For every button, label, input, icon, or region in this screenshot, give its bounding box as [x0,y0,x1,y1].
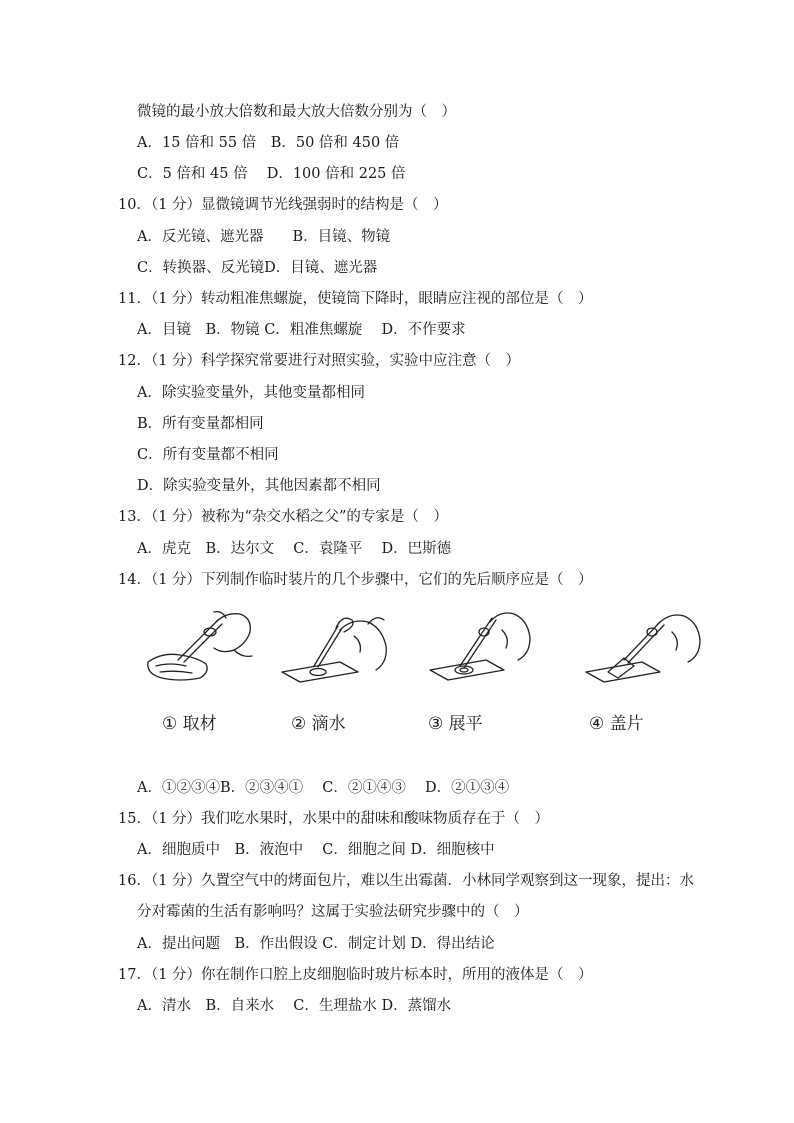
step1-caption: ① 取材 [162,714,217,734]
slide-preparation-figure [130,600,720,760]
q16-stem: 16．（1 分）久置空气中的烤面包片，难以生出霉菌．小林同学观察到这一现象，提出：水 [118,873,695,889]
q9-options-cd: C．5 倍和 45 倍 D．100 倍和 225 倍 [137,166,406,182]
q12-option-c: C．所有变量都不相同 [137,447,279,463]
q13-options: A．虎克 B．达尔文 C．袁隆平 D．巴斯德 [137,541,452,557]
q9-options-ab: A．15 倍和 55 倍 B．50 倍和 450 倍 [137,135,400,151]
step3-drawing [430,613,530,680]
q11-stem: 11．（1 分）转动粗准焦螺旋，使镜筒下降时，眼睛应注视的部位是（ ） [118,291,593,307]
q15-options: A．细胞质中 B．液泡中 C．细胞之间 D．细胞核中 [137,842,495,858]
q12-option-b: B．所有变量都相同 [137,416,264,432]
q17-options: A．清水 B．自来水 C．生理盐水 D．蒸馏水 [137,998,452,1014]
q15-stem: 15．（1 分）我们吃水果时，水果中的甜味和酸味物质存在于（ ） [118,811,550,827]
q14-options: A．①②③④B．②③④① C．②①④③ D．②①③④ [137,780,510,796]
step4-drawing [586,615,700,682]
q16-options: A．提出问题 B．作出假设 C．制定计划 D．得出结论 [137,936,495,952]
step1-drawing [148,612,252,680]
step2-drawing [282,618,386,682]
q16-continuation: 分对霉菌的生活有影响吗？这属于实验法研究步骤中的（ ） [137,904,529,920]
step2-caption: ② 滴水 [291,714,346,734]
q13-stem: 13．（1 分）被称为“杂交水稻之父”的专家是（ ） [118,509,448,525]
q10-options-cd: C．转换器、反光镜D．目镜、遮光器 [137,260,378,276]
q14-stem: 14．（1 分）下列制作临时装片的几个步骤中，它们的先后顺序应是（ ） [118,572,593,588]
q12-stem: 12．（1 分）科学探究常要进行对照实验，实验中应注意（ ） [118,353,521,369]
q10-options-ab: A．反光镜、遮光器 B．目镜、物镜 [137,229,391,245]
q17-stem: 17．（1 分）你在制作口腔上皮细胞临时玻片标本时，所用的液体是（ ） [118,967,593,983]
q10-stem: 10．（1 分）显微镜调节光线强弱时的结构是（ ） [118,197,448,213]
q9-continuation: 微镜的最小放大倍数和最大放大倍数分别为（ ） [137,104,456,120]
q12-option-d: D．除实验变量外，其他因素都不相同 [137,478,381,494]
q11-options: A．目镜 B．物镜 C．粗准焦螺旋 D．不作要求 [137,322,466,338]
step3-caption: ③ 展平 [428,714,483,734]
step4-caption: ④ 盖片 [589,714,644,734]
q12-option-a: A．除实验变量外，其他变量都相同 [137,385,365,401]
